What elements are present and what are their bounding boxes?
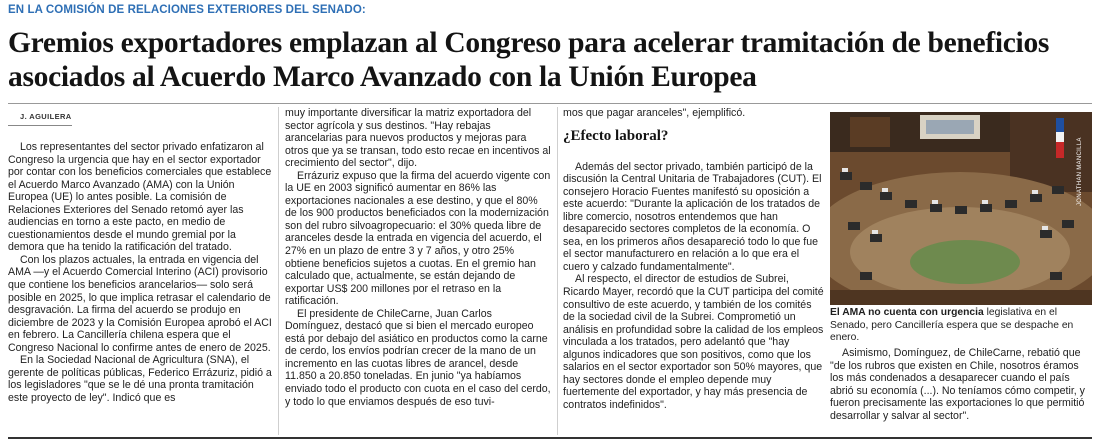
byline: J. AGUILERA	[8, 111, 72, 126]
top-divider	[8, 103, 1092, 104]
senate-chamber-photo	[830, 112, 1092, 305]
paragraph: Errázuriz expuso que la firma del acuerdo vigente con la UE en 2003 significó aumentar en 86% las exportaciones nacionales a ese destino, y que el 80% de los 900 productos beneficiados con la modernización son del rubro silvoagropecuario: el 30% queda libre de aranceles desde la entrada en vigencia del acuerdo, el 27% en un plazo de entre 3 y 7 años, y otro 25% obtiene beneficios sujetos a cuotas. En el gremio han calculado que, actualmente, se están dejando de exportar US$ 200 millones por el retraso en la ratificación.	[285, 169, 551, 308]
paragraph: Asimismo, Domínguez, de ChileCarne, rebatió que "de los rubros que existen en Chile, nosotros éramos los más condenados a desaparecer cuando el país abrió su economía (...). No teníamos cómo competir, y fueron precisamente las exportaciones lo que permitió desarrollar y salvar al sector".	[830, 347, 1085, 422]
column-divider	[557, 107, 558, 435]
article-column-3	[563, 107, 825, 435]
paragraph: Con los plazos actuales, la entrada en vigencia del AMA —y el Acuerdo Comercial Interino (ACI) provisorio que contiene los beneficios arancelarios— solo será posible en 2025, lo que implica retrasar el calendario de desgravación. La firma del acuerdo se produjo en diciembre de 2023 y la Comisión Europea aprobó el ACI en febrero. La Cancillería chilena espera que el Congreso Nacional lo confirme antes de enero de 2025.	[8, 253, 272, 354]
kicker: EN LA COMISIÓN DE RELACIONES EXTERIORES DEL SENADO:	[8, 4, 366, 16]
article-column-1	[8, 107, 272, 435]
photo-caption	[830, 307, 1092, 345]
column-divider	[278, 107, 279, 435]
paragraph: Además del sector privado, también participó de la discusión la Central Unitaria de Trabajadores (CUT). El consejero Horacio Fuentes manifestó su oposición a este acuerdo: "Durante la aplicación de los tratados de libre comercio, nosotros entendemos que han desaparecido sectores completos de la economía. O sea, en los primeros años desapareció todo lo que fue el sector manufacturero en relación a lo que era el cuero y calzado fundamentalmente".	[563, 160, 822, 273]
article-column-4	[830, 347, 1092, 435]
headline: Gremios exportadores emplazan al Congreso para acelerar tramitación de beneficios asociados al Acuerdo Marco Avanzado con la Unión Europea	[8, 27, 1050, 93]
caption-text: legislativa en el Senado, pero Cancillería espera que se despache en enero.	[830, 307, 1074, 343]
paragraph: muy importante diversificar la matriz exportadora del sector agrícola y sus destinos. "Hay rebajas arancelarias para nuevos productos y mejoras para otros que ya se transan, todo esto recae en incentivos al crecimiento del sector", dijo.	[285, 107, 551, 170]
article-column-2	[285, 107, 551, 435]
subheading: ¿Efecto laboral?	[563, 127, 669, 144]
paragraph: Los representantes del sector privado enfatizaron al Congreso la urgencia que hay en el sector exportador por contar con los beneficios comerciales que establece el Acuerdo Marco Avanzado (AMA) con la Unión Europea (UE) lo antes posible. La comisión de Relaciones Exteriores del Senado retomó ayer las audiencias en torno a este pacto, en medio de cuestionamientos desde el mundo gremial por la demora que ha tenido la ratificación del tratado.	[8, 141, 272, 254]
bottom-rule	[8, 437, 1092, 439]
paragraph: El presidente de ChileCarne, Juan Carlos Domínguez, destacó que si bien el mercado europeo está por debajo del asiático en productos como la carne de cerdo, los envíos podrían crecer de la mano de un incremento en las cuotas libres de arancel, desde 11.850 a 20.850 toneladas. En junio "ya habíamos enviado todo el producto con cuota en el caso del cerdo, y todo lo que enviamos después de eso tuvi-	[285, 307, 551, 408]
paragraph: Al respecto, el director de estudios de Subrei, Ricardo Mayer, recordó que la CUT participa del comité consultivo de este acuerdo, y también de los comités de la sociedad civil de la Subrei. Comprometió un análisis en profundidad sobre la calidad de los empleos vinculada a los tratados, pero adelantó que "hay algunos indicadores que son positivos, como que los salarios en el sector exportador son 50% mayores, que hay sectores donde el empleo depende muy fuertemente del exportador, y hay más presencia de contratos indefinidos".	[563, 273, 824, 411]
paragraph: En la Sociedad Nacional de Agricultura (SNA), el gerente de políticas públicas, Federico Errázuriz, pidió a los legisladores "que se le dé una pronta tramitación este proyecto de ley". Indicó que es	[8, 354, 272, 404]
caption-bold: El AMA no cuenta con urgencia	[830, 307, 984, 318]
photo-credit: JONATHAN MANCILLA	[1077, 137, 1083, 206]
paragraph: mos que pagar aranceles", ejemplificó.	[563, 107, 746, 119]
